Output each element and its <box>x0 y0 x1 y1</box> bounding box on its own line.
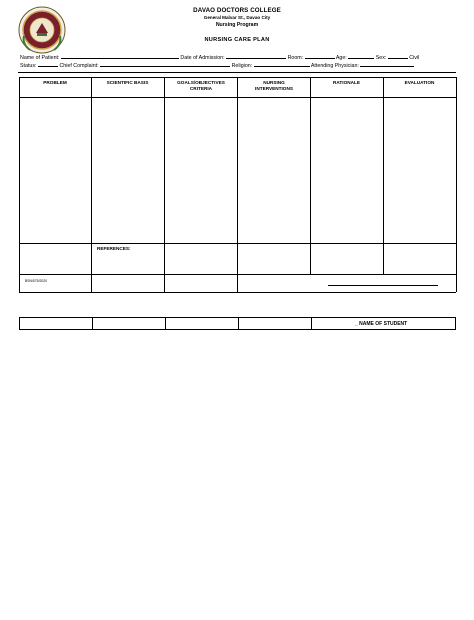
student-name-label: _ NAME OF STUDENT <box>355 321 408 327</box>
physician-label: Attending Physician: <box>310 63 359 69</box>
table-bottom-border <box>19 292 456 293</box>
student-col-border-2 <box>165 318 166 329</box>
chief-complaint-field[interactable] <box>100 61 230 67</box>
references-label: REFERENCES: <box>97 246 131 251</box>
col-header-interventions: NURSING INTERVENTIONS <box>255 80 293 92</box>
college-name: DAVAO DOCTORS COLLEGE <box>193 7 281 14</box>
civil-label: Civil <box>409 55 420 61</box>
form-title: NURSING CARE PLAN <box>204 37 270 43</box>
student-col-border-4 <box>311 318 312 329</box>
col-border-4 <box>310 77 311 274</box>
chief-complaint-label: Chief Complaint: <box>59 63 99 69</box>
col-border-2 <box>164 77 165 292</box>
col-header-goals: GOALS/OBJECTIVES CRITERIA <box>177 80 225 92</box>
student-col-border-3 <box>238 318 239 329</box>
college-address: General Malvar St., Davao City <box>203 15 271 20</box>
age-field[interactable] <box>348 53 374 59</box>
separator-line <box>18 72 456 73</box>
status-field[interactable] <box>38 61 58 67</box>
patient-info-row-2 <box>20 61 414 69</box>
form-code: BSN/075/2020 <box>25 279 48 283</box>
sex-field[interactable] <box>388 53 408 59</box>
col-border-6 <box>456 77 457 292</box>
col-header-rationale: RATIONALE <box>333 80 360 85</box>
status-label: Status: <box>20 63 37 69</box>
col-header-problem: PROBLEM <box>43 80 67 85</box>
patient-name-field[interactable] <box>61 53 179 59</box>
room-field[interactable] <box>305 53 335 59</box>
col-header-evaluation: EVALUATION <box>404 80 435 85</box>
student-col-border-1 <box>92 318 93 329</box>
physician-field[interactable] <box>360 61 414 67</box>
admission-date-field[interactable] <box>226 53 286 59</box>
room-label: Room: <box>287 55 304 61</box>
admission-date-label: Date of Admission: <box>180 55 225 61</box>
col-border-5 <box>383 77 384 274</box>
col-border-3 <box>237 77 238 292</box>
religion-field[interactable] <box>254 61 310 67</box>
program-name: Nursing Program <box>215 22 259 28</box>
sex-label: Sex: <box>375 55 387 61</box>
care-plan-table <box>19 77 456 292</box>
religion-label: Religion: <box>231 63 253 69</box>
col-border-0 <box>19 77 20 292</box>
patient-info-row-1 <box>20 53 419 61</box>
col-border-1 <box>91 77 92 292</box>
signature-line[interactable] <box>328 285 438 286</box>
student-table <box>19 317 456 330</box>
age-label: Age: <box>335 55 347 61</box>
col-header-scientific-basis: SCIENTIFIC BASIS <box>106 80 149 85</box>
patient-name-label: Name of Patient: <box>20 55 60 61</box>
